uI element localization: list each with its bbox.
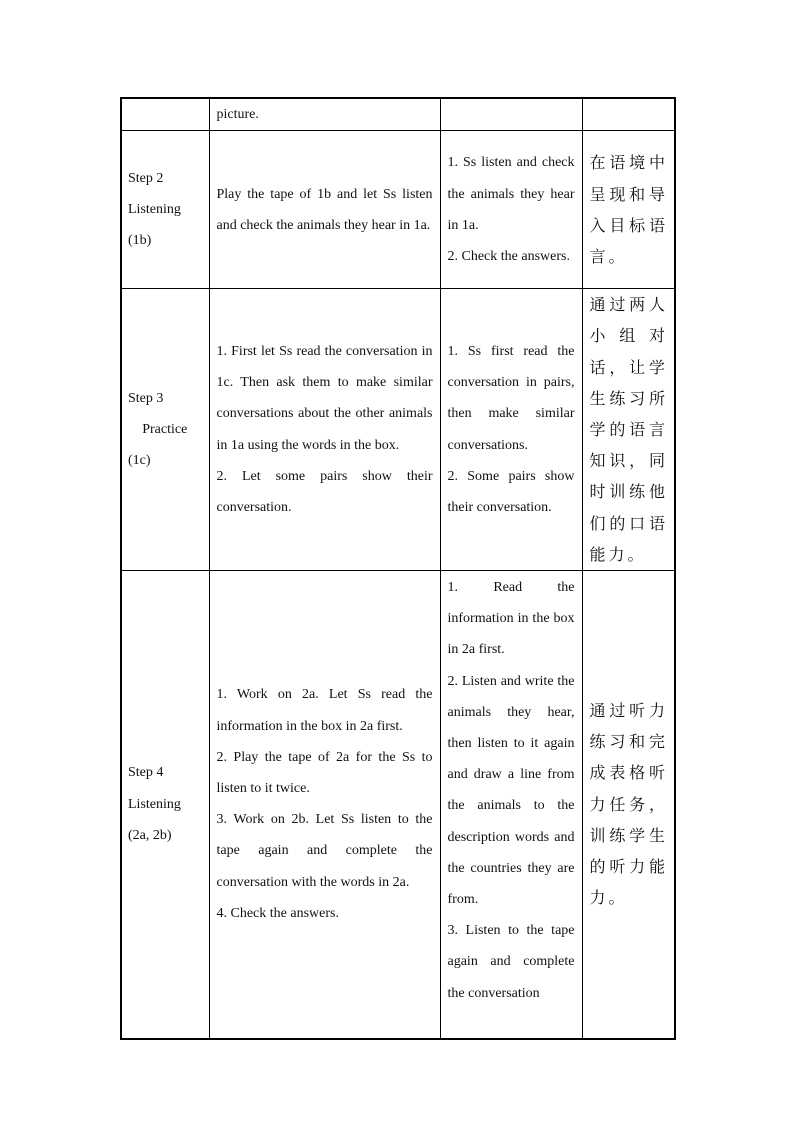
- teacher-activity-text: 1. Work on 2a. Let Ss read the information in the box in 2a first.: [216, 687, 433, 734]
- student-activity-text: 1. Read the information in the box in 2a first.: [447, 580, 575, 658]
- student-activity-text: 1. Ss first read the conversation in pairs, then make similar conversations.: [447, 344, 575, 453]
- table-row: [121, 571, 675, 1039]
- teacher-activity-text: 4. Check the answers.: [216, 905, 339, 921]
- table-row: [121, 289, 675, 571]
- teacher-activity-cell: [209, 571, 440, 1039]
- teacher-activity-text: 2. Let some pairs show their conversation.: [216, 468, 433, 516]
- teacher-activity-cell: [209, 98, 440, 131]
- teacher-activity-text: 2. Play the tape of 2a for the Ss to listen to it twice.: [216, 749, 433, 797]
- student-activity-cell: [440, 98, 582, 131]
- step-section: (1b): [128, 233, 152, 249]
- step-cell: [121, 131, 209, 289]
- step-cell: [121, 98, 209, 131]
- student-activity-text: 2. Listen and write the animals they hear, then listen to it again and draw a line from the animals to the description words and the countries they are from.: [447, 673, 575, 908]
- step-title: Step 2: [128, 170, 164, 186]
- table-row: [121, 98, 675, 131]
- student-activity-text: 2. Some pairs show their conversation.: [447, 468, 575, 516]
- step-cell: [121, 571, 209, 1039]
- teacher-activity-cell: [209, 131, 440, 289]
- step-title: Step 4: [128, 765, 164, 781]
- teacher-activity-cell: [209, 289, 440, 571]
- purpose-cell: [582, 571, 675, 1039]
- step-activity: Listening: [128, 796, 181, 812]
- step-cell: [121, 289, 209, 571]
- student-activity-text: 2. Check the answers.: [447, 248, 570, 264]
- purpose-text: 在语境中呈现和导入目标语言。: [589, 153, 668, 266]
- purpose-cell: [582, 98, 675, 131]
- student-activity-text: 1. Ss listen and check the animals they hear in 1a.: [447, 155, 575, 233]
- step-section: (2a, 2b): [128, 827, 172, 843]
- student-activity-cell: [440, 571, 582, 1039]
- teacher-activity-text: picture.: [216, 107, 259, 122]
- purpose-cell: [582, 289, 675, 571]
- purpose-text: 通过两人小组对话，让学生练习所学的语言知识，同时训练他们的口语能力。: [589, 295, 668, 564]
- teacher-activity-text: 1. First let Ss read the conversation in 1c. Then ask them to make similar conversations about the other animals in 1a using the words in the box.: [216, 344, 433, 453]
- step-activity: Listening: [128, 202, 181, 218]
- purpose-cell: [582, 131, 675, 289]
- step-title: Step 3: [128, 390, 164, 406]
- lesson-plan-table: [120, 97, 676, 1040]
- student-activity-cell: [440, 131, 582, 289]
- student-activity-text: 3. Listen to the tape again and complete the conversation: [447, 923, 575, 1001]
- purpose-text: 通过听力练习和完成表格听力任务，训练学生的听力能力。: [589, 701, 668, 908]
- student-activity-cell: [440, 289, 582, 571]
- step-section: (1c): [128, 453, 151, 469]
- step-activity: Practice: [142, 422, 188, 438]
- teacher-activity-text: 3. Work on 2b. Let Ss listen to the tape again and complete the conversation with the words in 2a.: [216, 812, 433, 890]
- table-row: [121, 131, 675, 289]
- teacher-activity-text: Play the tape of 1b and let Ss listen and check the animals they hear in 1a.: [216, 186, 433, 233]
